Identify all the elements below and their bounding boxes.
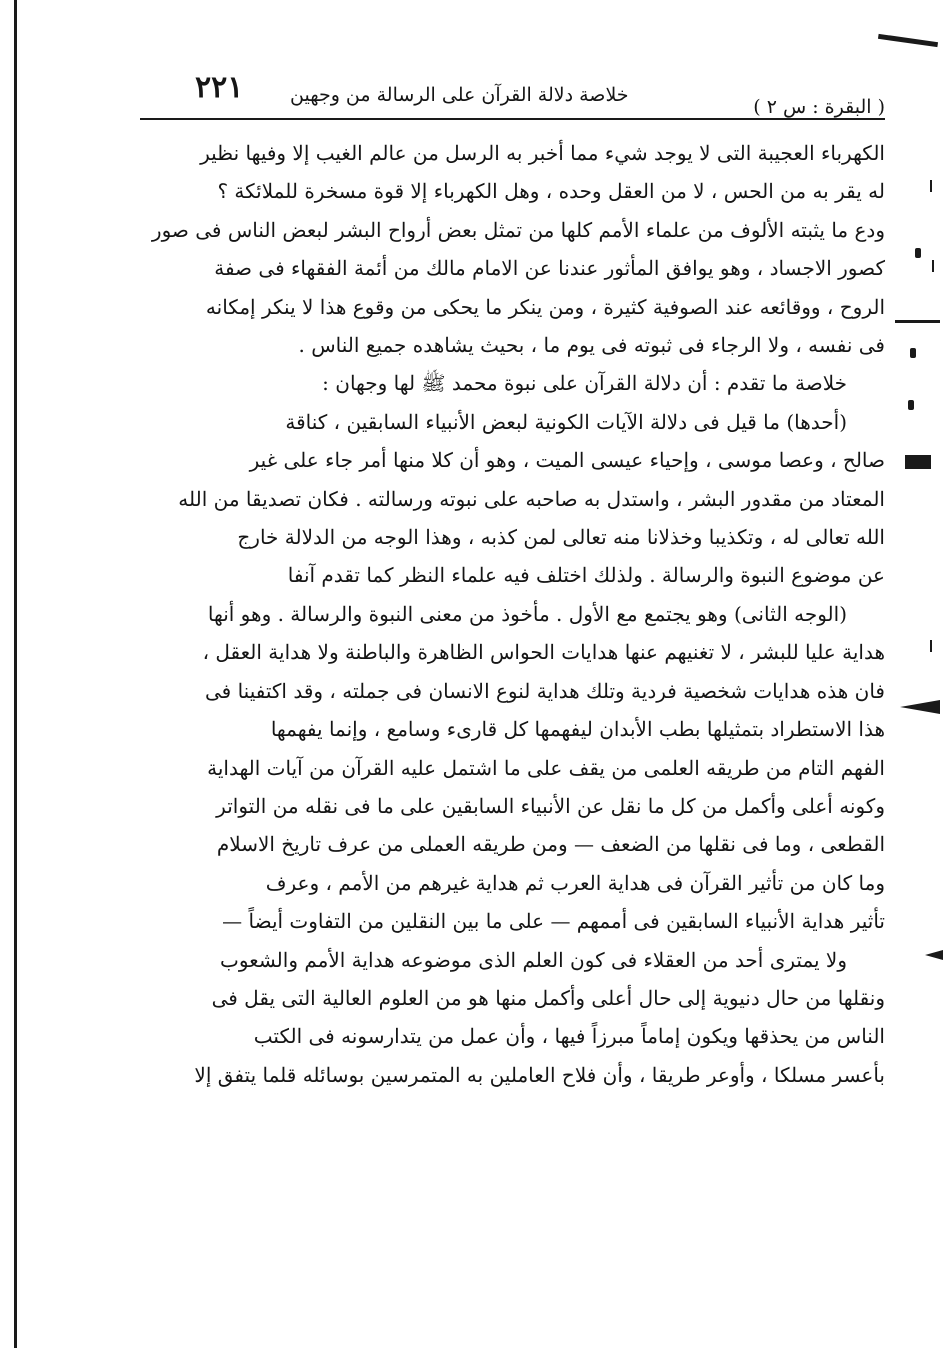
text-line: عن موضوع النبوة والرسالة . ولذلك اختلف فيه علماء النظر كما تقدم آنفا — [287, 563, 885, 588]
margin-ink-tick — [930, 180, 932, 192]
margin-ink-mark — [925, 950, 943, 960]
text-line: الله تعالى له ، وتكذيبا وخذلانا منه تعالى لمن كذبه ، وهذا الوجه من الدلالة خارج — [237, 525, 885, 550]
margin-ink-dot — [915, 248, 921, 258]
text-line: هذا الاستطراد بتمثيلها بطب الأبدان ليفهمها كل قارىء وسامع ، وإنما يفهمها — [270, 717, 885, 742]
scan-edge-bar — [14, 0, 17, 1348]
text-line: (الوجه الثانى) وهو يجتمع مع الأول . مأخوذ من معنى النبوة والرسالة . وهو أنها — [207, 601, 847, 626]
margin-ink-dot — [908, 400, 914, 410]
text-line: وكونه أعلى وأكمل من كل ما نقل عن الأنبياء السابقين على ما فى نقله من التواتر — [216, 793, 885, 818]
text-line: تأثير هداية الأنبياء السابقين فى أممهم — على ما بين النقلين من التفاوت أيضاً — — [222, 909, 885, 934]
margin-ink-mark — [905, 455, 931, 469]
margin-ink-mark — [895, 320, 940, 323]
section-reference: ( البقرة : س ٢ ) — [753, 96, 885, 118]
text-line: الروح ، ووقائعه عند الصوفية كثيرة ، ومن ينكر ما يحكى من وقوع هذا لا ينكر إمكانه — [205, 294, 885, 319]
margin-ink-mark — [900, 700, 940, 714]
page-number: ٢٢١ — [195, 70, 244, 105]
text-line: القطعى ، وما فى نقلها من الضعف — ومن طريقه العملى من عرف تاريخ الاسلام — [216, 832, 885, 857]
text-line: له يقر به من الحس ، لا من العقل وحده ، وهل الكهرباء إلا قوة مسخرة للملائكة ؟ — [217, 179, 885, 204]
text-line: فى نفسه ، ولا الرجاء فى ثبوته فى يوم ما ، بحيث يشاهده جميع الناس . — [298, 333, 885, 358]
margin-ink-mark — [878, 34, 938, 47]
text-line: وما كان من تأثير القرآن فى هداية العرب ثم هداية غيرهم من الأمم ، وعرف — [265, 870, 885, 895]
body-text — [140, 134, 885, 1094]
running-title: خلاصة دلالة القرآن على الرسالة من وجهين — [290, 84, 629, 106]
page-header — [140, 70, 885, 120]
text-line: الناس من يحذقها ويكون إماماً مبرزاً فيها ، وأن عمل من يتدارسونه فى الكتب — [253, 1024, 885, 1049]
text-line: هداية عليا للبشر ، لا تغنيهم عنها هدايات الحواس الظاهرة والباطنة ولا هداية العقل ، — [202, 640, 885, 665]
text-line: فان هذه هدايات شخصية فردية وتلك هداية لنوع الانسان فى جملته ، وقد اكتفينا فى — [205, 678, 885, 703]
text-line: بأعسر مسلكا ، وأوعر طريقا ، وأن فلاح العاملين به المتمرسين بوسائله قلما يتفق إلا — [194, 1062, 885, 1087]
text-line: كصور الاجساد ، وهو يوافق المأثور عندنا عن الامام مالك من أئمة الفقهاء فى صفة — [214, 256, 885, 281]
text-line: الكهرباء العجيبة التى لا يوجد شيء مما أخبر به الرسل من عالم الغيب إلا وفيها نظير — [200, 141, 885, 165]
margin-ink-tick — [930, 640, 932, 652]
text-line: ونقلها من حال دنيوية إلى حال أعلى وأكمل منها هو من العلوم العالية التى يقل فى — [211, 985, 885, 1010]
text-line: المعتاد من مقدور البشر ، واستدل به صاحبه على نبوته ورسالته . فكان تصديقا من الله — [178, 486, 885, 511]
summary-heading-line: خلاصة ما تقدم : أن دلالة القرآن على نبوة محمد ﷺ لها وجهان : — [322, 371, 847, 396]
margin-ink-tick — [932, 260, 934, 272]
text-line: ولا يمترى أحد من العقلاء فى كون العلم الذى موضوعه هداية الأمم والشعوب — [220, 947, 847, 972]
text-line: الفهم التام من طريقه العلمى من يقف على ما اشتمل عليه القرآن من آيات الهداية — [207, 755, 885, 780]
text-line: ودع ما يثبته الألوف من علماء الأمم كلها من تمثل بعض أرواح البشر لبعض الناس فى صور — [151, 217, 885, 242]
text-line: صالح ، وعصا موسى ، وإحياء عيسى الميت ، وهو أن كلا منها أمر جاء على غير — [249, 448, 885, 473]
text-line: (أحدها) ما قيل فى دلالة الآيات الكونية لبعض الأنبياء السابقين ، كناقة — [285, 409, 847, 434]
book-page — [140, 70, 885, 1320]
margin-ink-dot — [910, 348, 916, 358]
